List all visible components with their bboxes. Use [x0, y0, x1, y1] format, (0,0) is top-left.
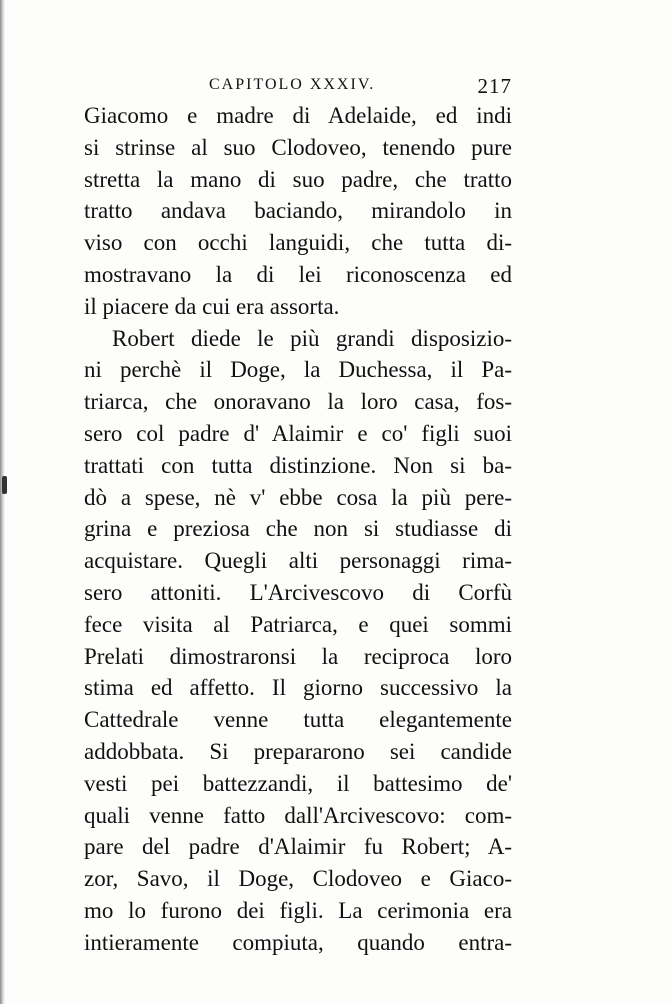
page-edge [0, 0, 5, 1004]
text-line: addobbata. Si prepararono sei candide [84, 738, 512, 764]
text-line: quali venne fatto dall'Arcivescovo: com- [84, 802, 512, 828]
text-line: intieramente compiuta, quando entra- [84, 929, 512, 955]
text-line: fece visita al Patriarca, e quei sommi [84, 611, 512, 637]
text-line: ni perchè il Doge, la Duchessa, il Pa- [84, 357, 512, 383]
binding-mark [2, 476, 7, 494]
text-line: Giacomo e madre di Adelaide, ed indi [84, 103, 512, 128]
text-line: stretta la mano di suo padre, che tratto [84, 166, 512, 192]
text-line: mo lo furono dei figli. La cerimonia era [84, 897, 512, 923]
text-line: grina e preziosa che non si studiasse di [84, 516, 512, 542]
page-header [84, 76, 512, 100]
running-head: CAPITOLO XXXIV. [209, 76, 376, 93]
text-line: il piacere da cui era assorta. [84, 293, 340, 319]
body-text [84, 100, 512, 959]
text-line: Prelati dimostraronsi la reciproca loro [84, 643, 512, 669]
text-line: si strinse al suo Clodoveo, tenendo pure [84, 134, 512, 160]
text-line: Cattedrale venne tutta elegantemente [84, 707, 512, 733]
text-line: trattati con tutta distinzione. Non si ba- [84, 452, 512, 478]
text-line: Robert diede le più grandi disposizio- [112, 325, 512, 351]
text-line: vesti pei battezzandi, il battesimo de' [84, 770, 512, 796]
text-line: mostravano la di lei riconoscenza ed [84, 261, 512, 287]
text-line: sero col padre d' Alaimir e co' figli suoi [84, 420, 512, 446]
text-line: zor, Savo, il Doge, Clodoveo e Giaco- [84, 866, 512, 892]
text-line: stima ed affetto. Il giorno successivo la [84, 675, 512, 701]
text-line: pare del padre d'Alaimir fu Robert; A- [84, 834, 512, 860]
text-line: tratto andava baciando, mirandolo in [84, 198, 512, 224]
text-line: triarca, che onoravano la loro casa, fos- [84, 389, 512, 415]
text-line: dò a spese, nè v' ebbe cosa la più pere- [84, 484, 512, 510]
text-line: sero attoniti. L'Arcivescovo di Corfù [84, 579, 512, 605]
page-number: 217 [477, 74, 512, 98]
text-line: viso con occhi languidi, che tutta di- [84, 230, 512, 256]
text-line: acquistare. Quegli alti personaggi rima- [84, 548, 512, 574]
